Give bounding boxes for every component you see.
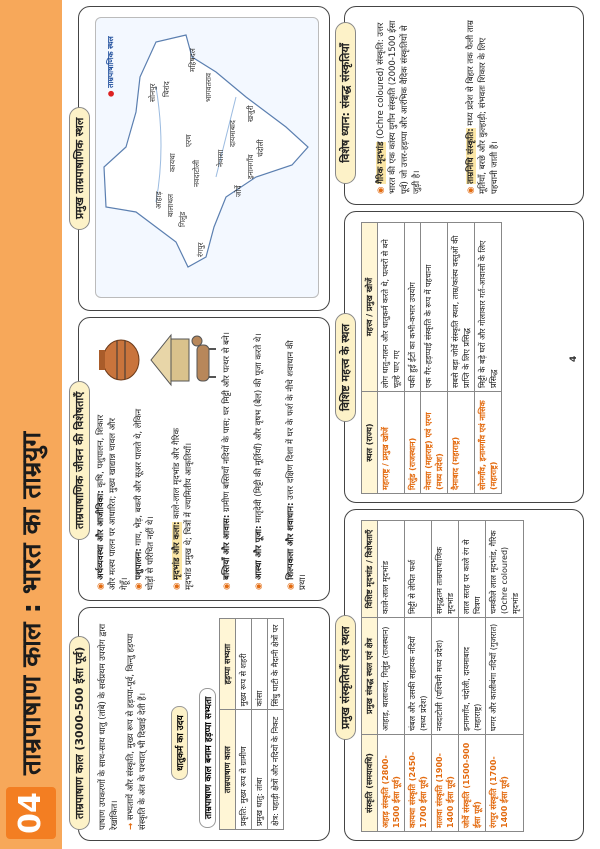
feature-item: ◉ आस्था और पूजा: मातृदेवी (मिट्टी की मूर्तियाँ) और वृषभ (बैल) की पूजा करते थे।: [254, 333, 264, 590]
table-cell: मालवा संस्कृति (1900-1400 ईसा पूर्व): [432, 735, 459, 832]
map-site-label: महिषदल: [188, 48, 197, 72]
table-row: [268, 619, 284, 830]
table-row: [378, 521, 405, 832]
feature-body: कृषि, पशुपालन, शिकार और मत्स्य पालन पर आधारित; मुख्य खाद्यान्न चावल और गेहूँ।: [96, 414, 130, 590]
map-site-label: खजुरी: [246, 105, 255, 122]
map-site-label: चिरांद: [162, 81, 171, 97]
special-body: मध्य प्रदेश से बिहार तक फैली ताम्र मूर्तियाँ, बरछे और कुल्हाड़ी; संभवतः शिकार के लिए पहचानी जाती हैं।: [466, 20, 500, 194]
table-cell: क्षेत्र: पहाड़ी क्षेत्रों और नदियों के निकट: [268, 710, 284, 830]
table-cell: घग्गर और कालीबंगा नदियाँ (गुजरात): [486, 618, 524, 735]
table-cell: समृद्धतम ताम्रपाषाणिक मृदभांड: [432, 521, 459, 618]
map-title: प्रमुख ताम्रपाषाणिक स्थल: [69, 107, 90, 230]
map-outline: [96, 18, 318, 297]
special-panel: [339, 6, 584, 205]
map-site-label: जोर्वे: [234, 185, 243, 197]
hut-icon: [151, 335, 189, 385]
cultures-title: प्रमुख संस्कृतियाँ एवं स्थल: [335, 615, 356, 740]
map-legend-text: ताम्रपाषाणिक स्थल: [106, 36, 115, 88]
table-row: [236, 619, 252, 830]
table-cell: मिट्टी से लेपित फर्श: [405, 521, 432, 618]
compare-table: [219, 618, 284, 830]
feature-item: ◉ अर्थव्यवस्था और आजीविका: कृषि, पशुपालन, शिकार और मत्स्य पालन पर आधारित; मुख्य खाद्यान्न चावल और गेहूँ।: [96, 414, 130, 590]
map-site-label: आहाड़: [154, 191, 163, 209]
table-cell: एक गैर-हड़प्पाई संस्कृति के रूप में पहचाना: [421, 223, 448, 392]
pot-icon: [99, 340, 139, 380]
map-panel: [73, 6, 330, 311]
feature-body: काले-लाल मृदभांड और गैरिक मृदभांड प्रमुख थे; चित्रों में ज्यामितीय आकृतियाँ।: [172, 427, 194, 590]
artifacts-illustration: [93, 325, 218, 395]
map-site-label: एरण: [184, 134, 193, 147]
feature-item: ◉ बस्तियाँ और आवास: ग्रामीण बस्तियाँ नदियों के पास; घर मिट्टी और पत्थर से बने।: [222, 332, 232, 590]
table-cell: जोर्वे संस्कृति (1500-900 ईसा पूर्व): [459, 735, 486, 832]
features-title: ताम्रपाषाणिक जीवन की विशेषताएँ: [69, 381, 90, 540]
table-row: [486, 521, 524, 832]
feature-body: मातृदेवी (मिट्टी की मूर्तियाँ) और वृषभ (बैल) की पूजा करते थे।: [254, 333, 264, 523]
period-title: ताम्रपाषाण काल (3000-500 ईसा पूर्व): [69, 636, 90, 830]
cultures-table: [361, 520, 524, 832]
table-cell: नवदाटोली (पश्चिमी मध्य प्रदेश): [432, 618, 459, 735]
page-number: 4: [569, 355, 579, 362]
table-cell: मिट्टी के बड़े घरों और गोलाकार गर्त-आवासों के लिए प्रसिद्ध: [475, 223, 502, 392]
feature-body: ग्रामीण बस्तियाँ नदियों के पास; घर मिट्टी और पत्थर से बने।: [222, 332, 232, 512]
map-site-label: रंगपुर: [196, 242, 205, 257]
period-bullet-text: सभ्यतायें और संस्कृति, मुख्य रूप से हड़प्पा-पूर्व, किन्तु हड़प्पा संस्कृति के अंत के पश्चात् भी दिखाई देती हैं।: [126, 633, 148, 830]
period-panel: [73, 607, 330, 841]
table-row: [405, 521, 432, 832]
table-cell: गिलुंड (राजस्थान): [405, 392, 421, 494]
special-item: ◉ गैरिक मृदभांड (Ochre coloured) संस्कृति: उत्तर भारत की एक कांस्य युगीन संस्कृति (2000-1500 ईसा पूर्व) जो उत्तर-हड़प्पा और आरंभिक वैदिक संस्कृतियों से जुड़ी है।: [376, 20, 422, 194]
map-site-label: दायमाबाद: [228, 120, 237, 147]
table-cell: कायथा संस्कृति (2450-1700 ईसा पूर्व): [405, 735, 432, 832]
feature-head: पशुपालन:: [134, 548, 144, 580]
feature-body: गाय, भेड़, बकरी और सूअर पालते थे, लेकिन घोड़ों से परिचित नहीं थे।: [134, 408, 156, 590]
map-site-label: नेवासा: [216, 149, 225, 167]
table-cell: पकी हुई ईंटों का कभी-कभार उपयोग: [405, 223, 421, 392]
table-cell: अहाड़ संस्कृति (2800-1500 ईसा पूर्व): [378, 735, 405, 832]
feature-body: उत्तर दक्षिण दिशा में घर के फर्श के नीचे शवाधान की प्रथा।: [286, 340, 308, 590]
special-head: ताम्रनिधि संस्कृति:: [466, 128, 476, 184]
feature-item: ◉ शिल्पकला और शवाधान: उत्तर दक्षिण दिशा में घर के फर्श के नीचे शवाधान की प्रथा।: [286, 340, 308, 590]
table-cell: आहाड़, बालाथल, गिलुंड (राजस्थान): [378, 618, 405, 735]
cultures-header: प्रमुख संबद्ध स्थल एवं क्षेत्र: [362, 618, 378, 735]
map-site-label: भागवतराव: [204, 72, 213, 102]
map-site-label: इनामगाँव: [246, 154, 255, 179]
special-item: ◉ ताम्रनिधि संस्कृति: मध्य प्रदेश से बिहार तक फैली ताम्र मूर्तियाँ, बरछे और कुल्हाड़ी; संभवतः शिकार के लिए पहचानी जाती हैं।: [466, 20, 500, 194]
table-row: [475, 223, 502, 494]
table-row: [378, 223, 405, 494]
feature-item: ◉ मृदभांड और कला: काले-लाल मृदभांड और गैरिक मृदभांड प्रमुख थे; चित्रों में ज्यामितीय आकृतियाँ।: [172, 427, 194, 590]
india-map: [95, 17, 319, 298]
table-cell: नेवासा (महाराष्ट्र) एवं एरण (मध्य प्रदेश): [421, 392, 448, 494]
map-site-label: नवदाटोली: [192, 159, 201, 187]
feature-head: शिल्पकला और शवाधान:: [286, 502, 296, 580]
feature-head: आस्था और पूजा:: [254, 525, 264, 580]
table-row: [405, 223, 421, 494]
table-cell: रंगपुर संस्कृति (1700-1400 ईसा पूर्व): [486, 735, 524, 832]
period-bullet: → सभ्यतायें और संस्कृति, मुख्य रूप से हड़प्पा-पूर्व, किन्तु हड़प्पा संस्कृति के अंत के पश्चात् भी दिखाई देती हैं।: [126, 633, 148, 830]
special-body: (Ochre coloured) संस्कृति: उत्तर भारत की एक कांस्य युगीन संस्कृति (2000-1500 ईसा पूर्व) जो उत्तर-हड़प्पा और आरंभिक वैदिक संस्कृतियों से जुड़ी है।: [376, 20, 422, 194]
map-site-label: चंदोली: [256, 139, 265, 157]
map-site-label: गिलुंड: [178, 211, 187, 227]
map-site-label: बालाथल: [166, 193, 175, 217]
sites-header: स्थल (राज्य): [362, 392, 378, 494]
table-cell: सोनगाँव, इनामगाँव एवं नासिक (महाराष्ट्र): [475, 392, 502, 494]
sites-header: महत्त्व / प्रमुख खोजें: [362, 223, 378, 392]
special-head: गैरिक मृदभांड: [376, 141, 386, 184]
feature-head: बस्तियाँ और आवास:: [222, 514, 232, 580]
table-cell: प्रकृति: मुख्य रूप से ग्रामीण: [236, 710, 252, 830]
table-cell: काले-लाल मृदभांड: [378, 521, 405, 618]
map-site-label: सोनपुर: [148, 83, 157, 102]
compare-header: हड़प्पा सभ्यता: [220, 619, 236, 710]
map-site-label: कायथा: [168, 153, 177, 172]
table-cell: लाल सतह पर काले रंग से चित्रण: [459, 521, 486, 618]
sites-panel: [339, 211, 584, 503]
feature-item: ◉ पशुपालन: गाय, भेड़, बकरी और सूअर पालते थे, लेकिन घोड़ों से परिचित नहीं थे।: [134, 408, 156, 590]
features-panel: [73, 317, 330, 601]
cultures-header: विशिष्ट मृदभांड / विशेषताएँ: [362, 521, 378, 618]
table-row: [432, 521, 459, 832]
compare-title: ताम्रपाषाण काल बनाम हड़प्पा सभ्यता: [199, 688, 216, 828]
period-intro: पाषाण उपकरणों के साथ-साथ धातु (तांबे) के सर्वप्रथम उपयोग द्वारा रेखांकित।: [98, 623, 120, 830]
feature-head: मृदभांड और कला:: [172, 521, 182, 580]
feature-head: अर्थव्यवस्था और आजीविका:: [96, 490, 106, 580]
map-legend: ● ताम्रपाषाणिक स्थल: [106, 36, 115, 97]
table-cell: कांसा: [252, 619, 268, 710]
table-row: [421, 223, 448, 494]
table-cell: प्रमुख धातु: तांबा: [252, 710, 268, 830]
metallurgy-subtitle: धातुकर्म का उदय: [171, 706, 188, 780]
table-cell: मुख्य रूप से शहरी: [236, 619, 252, 710]
table-row: [459, 521, 486, 832]
cultures-header: संस्कृति (समयावधि): [362, 735, 378, 832]
chapter-number: 04: [6, 787, 56, 839]
table-cell: महाराष्ट्र / प्रमुख खोजें: [378, 392, 405, 494]
table-cell: चमकीले लाल मृदभांड, गैरिक (Ochre coloured) मृदभांड: [486, 521, 524, 618]
table-cell: इनामगाँव, चंदोली, दायमाबाद (महाराष्ट्र): [459, 618, 486, 735]
table-row: [448, 223, 475, 494]
table-cell: चंबल और उसकी सहायक नदियाँ (मध्य प्रदेश): [405, 618, 432, 735]
special-title: विशेष ध्यान: संबद्ध संस्कृतियाँ: [335, 22, 356, 184]
cultures-panel: [339, 509, 584, 841]
chapter-title: ताम्रपाषाण काल : भारत का ताम्रयुग: [17, 431, 47, 775]
sites-table: [361, 222, 502, 494]
table-cell: सबसे बड़ा जोर्वे संस्कृति स्थल, ताम्र/कांस्य वस्तुओं की प्राप्ति के लिए प्रसिद्ध: [448, 223, 475, 392]
table-cell: लोग धातु-गलन और धातुकर्म करते थे, पत्थरों से बने चूल्हे पाए गए: [378, 223, 405, 392]
sites-title: विशिष्ट महत्त्व के स्थल: [335, 313, 356, 422]
compare-header: ताम्रपाषाण काल: [220, 710, 236, 830]
table-cell: सिंधु घाटी के मैदानी क्षेत्रों पर: [268, 619, 284, 710]
bull-icon: [192, 336, 216, 381]
table-row: [252, 619, 268, 830]
table-cell: दैमाबाद (महाराष्ट्र): [448, 392, 475, 494]
